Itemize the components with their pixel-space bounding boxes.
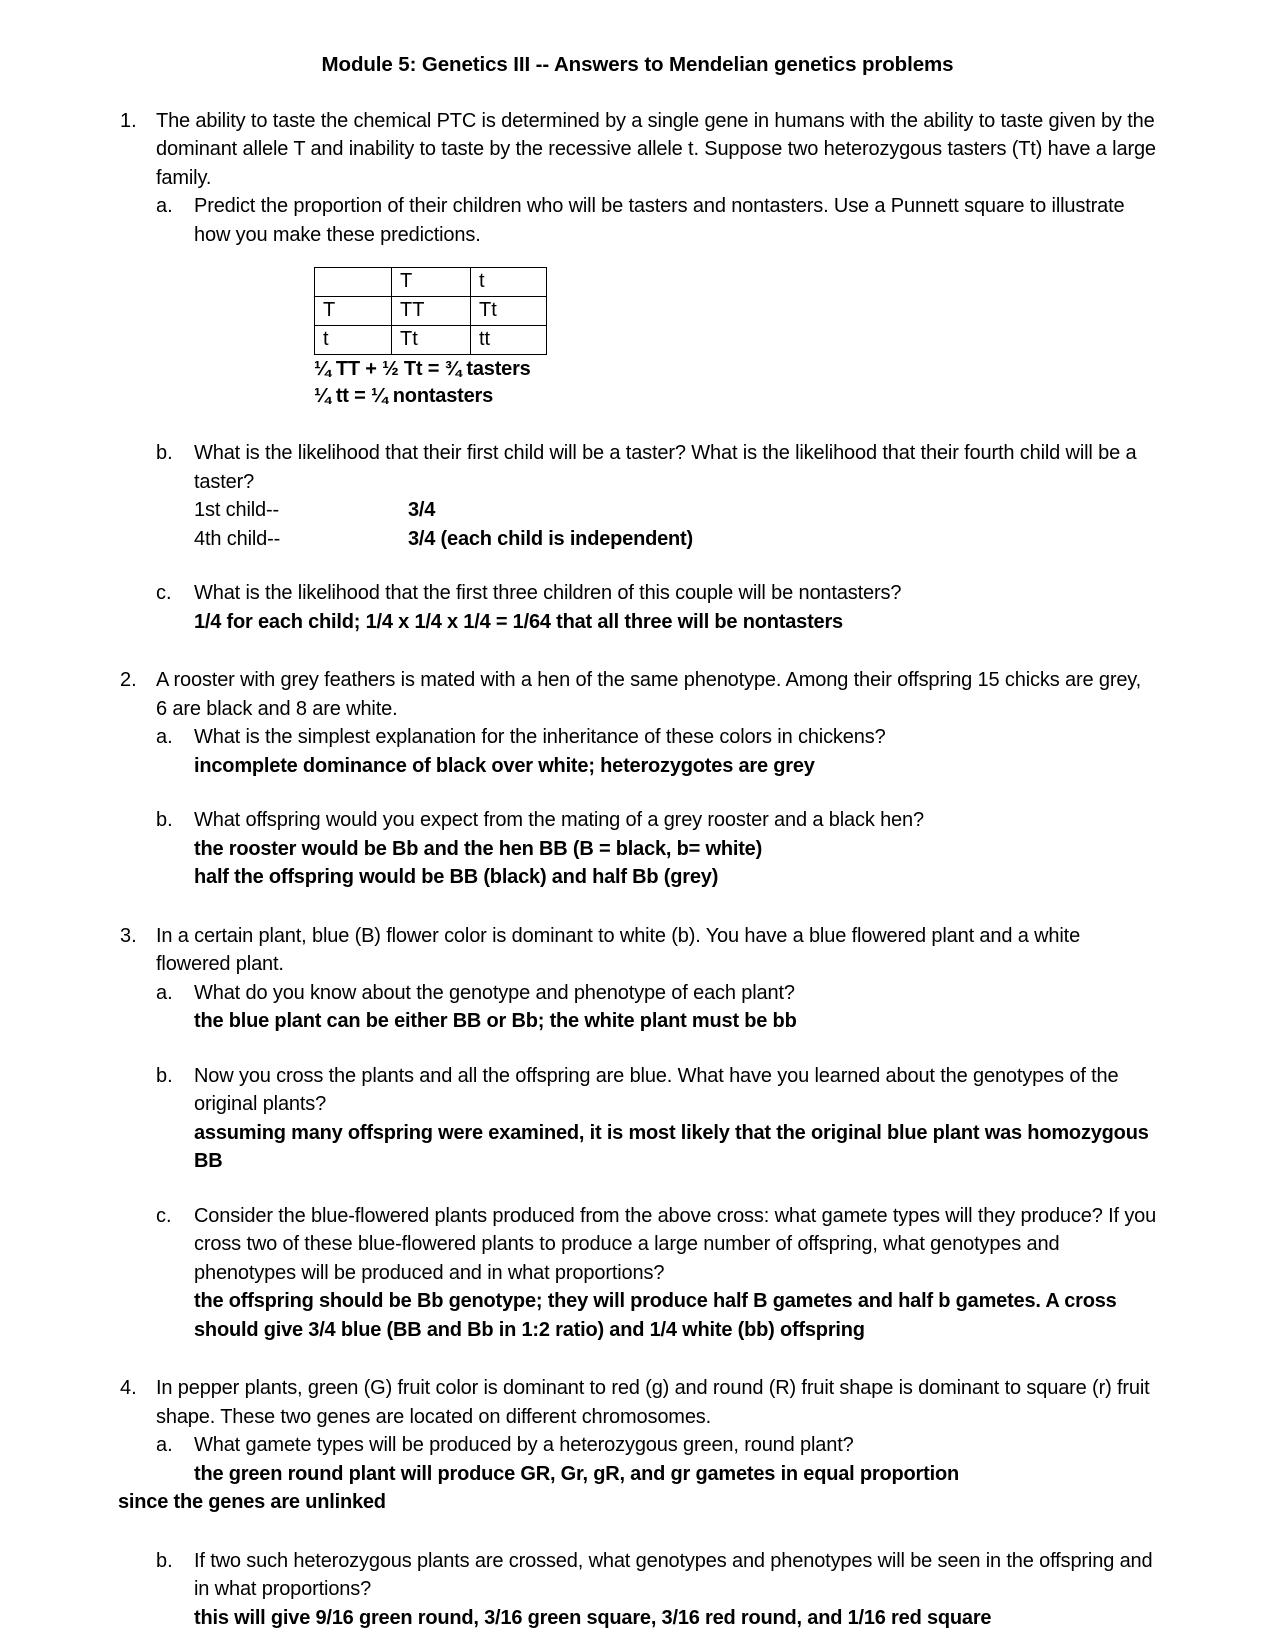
question-3-part-b-body	[194, 1062, 1157, 1176]
question-1-part-b-answer-row-2	[194, 525, 1157, 554]
first-child-label: 1st child--	[194, 499, 280, 522]
spacer	[118, 1517, 1157, 1547]
question-2-part-b-answer-line-1: the rooster would be Bb and the hen BB (B = black, b= white)	[194, 837, 763, 860]
question-4-part-a-row	[118, 1431, 1157, 1517]
question-1-prompt: The ability to taste the chemical PTC is determined by a single gene in humans with the ability to taste given by the dominant allele T and inability to taste by the recessive allele t. Suppose two heterozygous tasters (Tt) have a large family.	[156, 109, 1156, 189]
punnett-square-wrapper	[118, 267, 1157, 355]
table-row	[315, 297, 547, 326]
spacer	[118, 409, 1157, 439]
question-2-part-b-letter: b.	[156, 809, 173, 832]
spacer	[118, 1036, 1157, 1062]
question-1-part-b-answer-row-1	[194, 496, 1157, 525]
fourth-child-label: 4th child--	[194, 527, 281, 550]
question-1-number: 1.	[120, 109, 137, 132]
question-3-part-a-body	[194, 979, 1157, 1036]
question-block-4	[118, 1374, 1157, 1632]
question-4-part-a-letter: a.	[156, 1434, 173, 1457]
punnett-note-nontasters: ¼ tt = ¼ nontasters	[314, 385, 494, 408]
question-4-part-a-answer-line-1: the green round plant will produce GR, Gr, gR, and gr gametes in equal proportion	[194, 1462, 959, 1485]
question-2-part-a-row	[156, 723, 1157, 780]
punnett-cell-r0c0	[315, 268, 392, 297]
question-1-part-c-prompt: What is the likelihood that the first three children of this couple will be nontasters?	[194, 582, 902, 605]
question-1-part-c-answer: 1/4 for each child; 1/4 x 1/4 x 1/4 = 1/64 that all three will be nontasters	[194, 610, 843, 633]
question-1-part-a-prompt: Predict the proportion of their children who will be tasters and nontasters. Use a Punnett square to illustrate how you make these predictions.	[194, 195, 1125, 246]
question-2-part-b-prompt: What offspring would you expect from the mating of a grey rooster and a black hen?	[194, 809, 924, 832]
question-4-part-b-body	[194, 1547, 1157, 1633]
table-row	[315, 326, 547, 355]
question-2-part-a-body	[194, 723, 1157, 780]
question-block-1	[118, 107, 1157, 637]
question-1-part-c-body	[194, 579, 1157, 636]
question-1-row	[118, 107, 1157, 193]
question-3-part-c-row	[156, 1202, 1157, 1345]
page-title: Module 5: Genetics III -- Answers to Mendelian genetics problems	[321, 53, 954, 76]
question-3-part-c-letter: c.	[156, 1204, 172, 1227]
spacer	[118, 1176, 1157, 1202]
question-1-part-a-row	[156, 192, 1157, 249]
first-child-value: 3/4	[408, 499, 436, 522]
fourth-child-value: 3/4 (each child is independent)	[408, 527, 693, 550]
punnett-cell-r2c0: t	[315, 326, 392, 355]
spacer	[118, 636, 1157, 666]
question-3-part-a-letter: a.	[156, 981, 173, 1004]
question-3-part-b-answer: assuming many offspring were examined, it is most likely that the original blue plant was homozygous BB	[194, 1121, 1149, 1173]
question-3-part-b-row	[156, 1062, 1157, 1176]
question-2-prompt: A rooster with grey feathers is mated with a hen of the same phenotype. Among their offspring 15 chicks are grey, 6 are black and 8 are white.	[156, 669, 1142, 720]
punnett-note-tasters: ¼ TT + ½ Tt = ¾ tasters	[314, 358, 531, 381]
question-2-part-a-answer: incomplete dominance of black over white; heterozygotes are grey	[194, 754, 815, 777]
question-3-part-a-answer: the blue plant can be either BB or Bb; the white plant must be bb	[194, 1010, 797, 1033]
punnett-cell-r0c2: t	[471, 268, 547, 297]
question-1-part-b-letter: b.	[156, 442, 173, 465]
punnett-square-table	[314, 267, 547, 355]
question-3-part-b-prompt: Now you cross the plants and all the offspring are blue. What have you learned about the genotypes of the original plants?	[194, 1064, 1119, 1116]
punnett-cell-r1c0: T	[315, 297, 392, 326]
question-3-number: 3.	[120, 924, 137, 947]
question-2-part-a-letter: a.	[156, 726, 173, 749]
question-3-part-b-letter: b.	[156, 1064, 173, 1087]
question-4-part-a-body	[118, 1431, 1157, 1517]
question-3-part-c-body	[194, 1202, 1157, 1345]
question-2-row	[118, 666, 1157, 723]
question-3-row	[118, 922, 1157, 979]
punnett-cell-r2c2: tt	[471, 326, 547, 355]
question-3-part-c-answer: the offspring should be Bb genotype; they will produce half B gametes and half b gametes. A cross should give 3/4 blue (BB and Bb in 1:2 ratio) and 1/4 white (bb) offspring	[194, 1290, 1117, 1341]
question-4-part-a-answer-line-2: since the genes are unlinked	[118, 1491, 386, 1514]
question-3-part-a-prompt: What do you know about the genotype and phenotype of each plant?	[194, 981, 795, 1004]
question-4-prompt: In pepper plants, green (G) fruit color is dominant to red (g) and round (R) fruit shape is dominant to square (r) fruit shape. These two genes are located on different chromosomes.	[156, 1377, 1150, 1428]
punnett-cell-r2c1: Tt	[392, 326, 471, 355]
spacer	[118, 553, 1157, 579]
question-block-3	[118, 922, 1157, 1345]
question-4-part-b-prompt: If two such heterozygous plants are crossed, what genotypes and phenotypes will be seen in the offspring and in what proportions?	[194, 1549, 1153, 1601]
question-3-part-a-row	[156, 979, 1157, 1036]
question-3-prompt: In a certain plant, blue (B) flower color is dominant to white (b). You have a blue flowered plant and a white flowered plant.	[156, 924, 1081, 976]
table-row	[315, 268, 547, 297]
question-2-number: 2.	[120, 669, 137, 692]
question-1-part-b-row	[156, 439, 1157, 553]
question-1-part-a-letter: a.	[156, 195, 173, 218]
question-block-2	[118, 666, 1157, 892]
question-2-part-b-row	[156, 806, 1157, 892]
question-2-part-b-answer-line-2: half the offspring would be BB (black) and half Bb (grey)	[194, 866, 719, 889]
question-1-part-c-row	[156, 579, 1157, 636]
punnett-cell-r1c1: TT	[392, 297, 471, 326]
question-1-part-b-body	[194, 439, 1157, 553]
spacer	[118, 1344, 1157, 1374]
spacer	[118, 892, 1157, 922]
punnett-cell-r1c2: Tt	[471, 297, 547, 326]
punnett-cell-r0c1: T	[392, 268, 471, 297]
question-4-number: 4.	[120, 1377, 137, 1400]
question-4-part-a-prompt: What gamete types will be produced by a heterozygous green, round plant?	[194, 1434, 854, 1457]
question-1-part-b-prompt: What is the likelihood that their first child will be a taster? What is the likelihood that their fourth child will be a taster?	[194, 442, 1137, 493]
question-2-part-a-prompt: What is the simplest explanation for the inheritance of these colors in chickens?	[194, 726, 886, 749]
question-1-part-c-letter: c.	[156, 582, 172, 605]
question-2-part-b-body	[194, 806, 1157, 892]
question-4-part-b-letter: b.	[156, 1549, 173, 1572]
question-4-part-b-answer: this will give 9/16 green round, 3/16 green square, 3/16 red round, and 1/16 red square	[194, 1606, 992, 1629]
question-4-row	[118, 1374, 1157, 1431]
question-3-part-c-prompt: Consider the blue-flowered plants produced from the above cross: what gamete types will they produce? If you cross two of these blue-flowered plants to produce a large number of offspring, what genotypes and phenotypes will be produced and in what proportions?	[194, 1204, 1157, 1284]
question-4-part-b-row	[156, 1547, 1157, 1633]
spacer	[118, 780, 1157, 806]
